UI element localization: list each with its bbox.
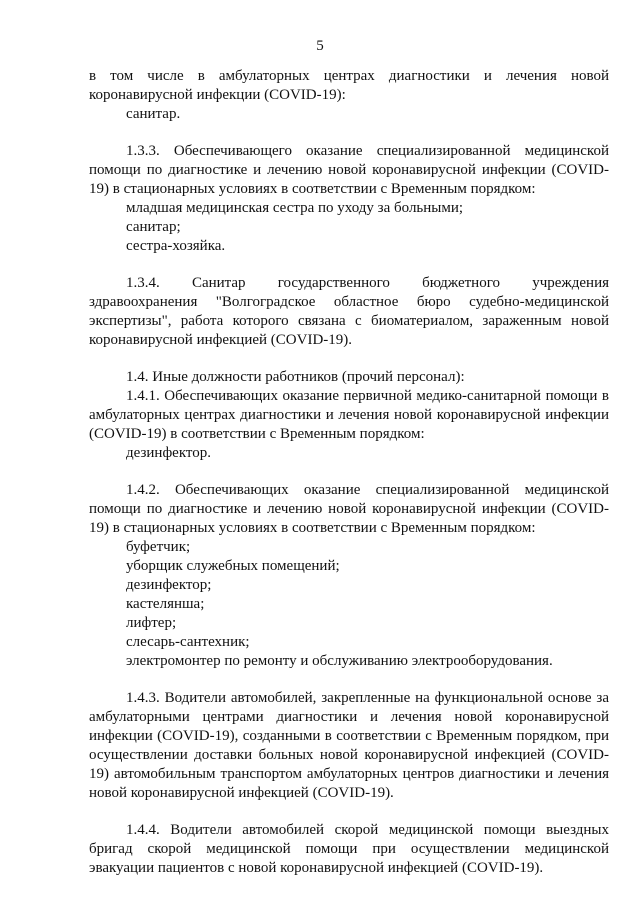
block-1-4-2 (89, 481, 609, 671)
word: 1.3.4. (126, 275, 160, 291)
block-1-4-1 (89, 368, 609, 463)
list-item: электромонтер по ремонту и обслуживанию электрооборудования. (126, 653, 553, 669)
list-item: слесарь-сантехник; (126, 634, 250, 650)
list-item: санитар; (126, 219, 181, 235)
list-item: буфетчик; (126, 539, 191, 555)
list-item: сестра-хозяйка. (126, 238, 226, 254)
paragraph: здравоохранения "Волгоградское областное бюро судебно-медицинской экспертизы", работа которого связана с биоматериалом, зараженным новой коронавирусной инфекцией (COVID-19). (89, 294, 609, 348)
block-1-4-4 (89, 821, 609, 878)
paragraph: 1.4.2. Обеспечивающих оказание специализированной медицинской помощи по диагностике и лечению новой коронавирусной инфекции (COVID-19) в стационарных условиях в соответствии с Временным порядком: (89, 482, 609, 536)
paragraph: 1.4.3. Водители автомобилей, закрепленные на функциональной основе за амбулаторными центрами диагностики и лечения новой коронавирусной инфекции (COVID-19), созданными в соответствии с Временным порядком, при осуществлении доставки больных новой коронавирусной инфекцией (COVID-19) автомобильным транспортом амбулаторных центров диагностики и лечения новой коронавирусной инфекцией (COVID-19). (89, 690, 609, 801)
paragraph: 1.4.1. Обеспечивающих оказание первичной медико-санитарной помощи в амбулаторных центрах диагностики и лечения новой коронавирусной инфекции (COVID-19) в соответствии с Временным порядком: (89, 388, 609, 442)
list-item: дезинфектор; (126, 577, 212, 593)
block-covid-ambulatory (89, 67, 609, 124)
paragraph: в том числе в амбулаторных центрах диагностики и лечения новой коронавирусной инфекции (COVID-19): (89, 68, 609, 103)
list-item: дезинфектор. (126, 445, 212, 461)
document-body (89, 67, 609, 878)
list-item: уборщик служебных помещений; (126, 558, 340, 574)
block-1-4-3 (89, 689, 609, 803)
paragraph: 1.3.3. Обеспечивающего оказание специализированной медицинской помощи по диагностике и лечению новой коронавирусной инфекции (COVID-19) в стационарных условиях в соответствии с Временным порядком: (89, 143, 609, 197)
word: Санитар (191, 275, 246, 291)
word: государственного (277, 275, 390, 291)
word: бюджетного (422, 275, 500, 291)
list-item: санитар. (126, 106, 181, 122)
list-item: кастелянша; (126, 596, 205, 612)
block-1-3-4 (89, 274, 609, 350)
page-number: 5 (316, 38, 324, 54)
section-heading: 1.4. Иные должности работников (прочий персонал): (126, 369, 465, 385)
word: учреждения (532, 275, 609, 291)
paragraph: 1.4.4. Водители автомобилей скорой медицинской помощи выездных бригад скорой медицинской помощи при осуществлении медицинской эвакуации пациентов с новой коронавирусной инфекцией (COVID-19). (89, 822, 609, 876)
block-1-3-3 (89, 142, 609, 256)
list-item: младшая медицинская сестра по уходу за больными; (126, 200, 464, 216)
list-item: лифтер; (126, 615, 177, 631)
paragraph-first-line (89, 274, 609, 293)
